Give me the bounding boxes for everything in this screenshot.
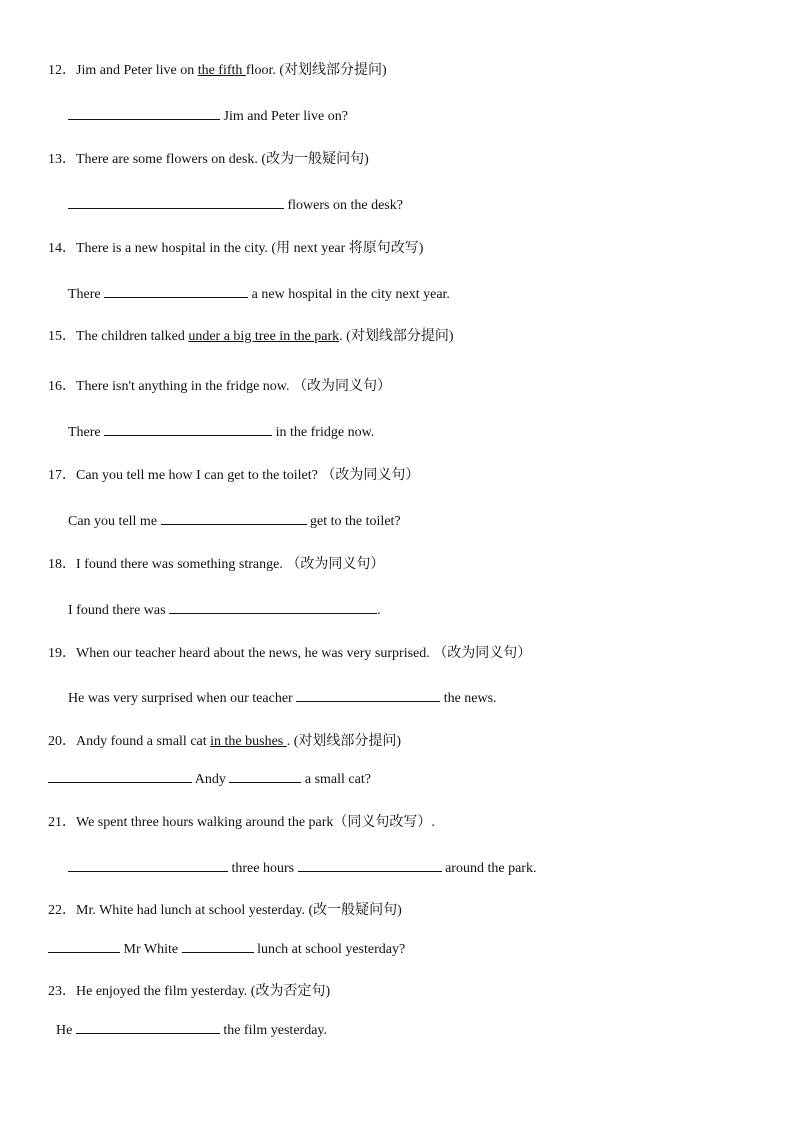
question-18 <box>48 556 384 574</box>
question-text: The children talked <box>76 329 189 344</box>
question-text: There are some flowers on desk. (改为一般疑问句) <box>76 152 369 167</box>
answer-text: lunch at school yesterday? <box>257 942 406 957</box>
answer-blank[interactable] <box>161 511 307 525</box>
underlined-part: the fifth <box>197 63 246 78</box>
answer-blank[interactable] <box>104 284 248 298</box>
answer-text: a new hospital in the city next year. <box>251 287 450 302</box>
question-text: Jim and Peter live on <box>76 63 198 78</box>
answer-21 <box>68 858 536 878</box>
question-number: 21． <box>48 815 76 830</box>
question-number: 14． <box>48 241 76 256</box>
answer-text-mid: three hours <box>231 861 295 876</box>
answer-16 <box>68 422 374 442</box>
question-text: Mr. White had lunch at school yesterday. (改一般疑问句) <box>76 903 402 918</box>
answer-blank-1[interactable] <box>68 858 228 872</box>
question-22 <box>48 902 402 920</box>
question-text: I found there was something strange. （改为同义句） <box>76 557 385 572</box>
question-number: 13． <box>48 152 76 167</box>
question-text-tail: . (对划线部分提问) <box>339 329 454 344</box>
answer-23 <box>56 1020 327 1040</box>
question-number: 15． <box>48 329 76 344</box>
question-text: He enjoyed the film yesterday. (改为否定句) <box>76 984 331 999</box>
answer-text-pre: I found there was <box>68 603 166 618</box>
question-12 <box>48 62 387 80</box>
answer-12 <box>68 106 348 126</box>
question-number: 16． <box>48 379 76 394</box>
answer-text: a small cat? <box>304 772 371 787</box>
question-23 <box>48 983 330 1001</box>
question-number: 22． <box>48 903 76 918</box>
question-number: 18． <box>48 557 76 572</box>
question-17 <box>48 467 419 485</box>
answer-blank[interactable] <box>169 600 377 614</box>
question-text: Can you tell me how I can get to the toilet? （改为同义句） <box>76 468 420 483</box>
answer-blank[interactable] <box>76 1020 220 1034</box>
question-number: 17． <box>48 468 76 483</box>
question-21 <box>48 814 435 832</box>
question-number: 12． <box>48 63 76 78</box>
question-text-tail: floor. (对划线部分提问) <box>245 63 387 78</box>
answer-blank[interactable] <box>296 688 440 702</box>
question-number: 23． <box>48 984 76 999</box>
question-text: When our teacher heard about the news, he was very surprised. （改为同义句） <box>76 646 532 661</box>
answer-13 <box>68 195 403 215</box>
answer-18 <box>68 600 381 620</box>
question-text: Andy found a small cat <box>76 734 211 749</box>
answer-text: in the fridge now. <box>275 425 375 440</box>
answer-text: . <box>377 603 381 618</box>
answer-text: get to the toilet? <box>310 514 401 529</box>
question-16 <box>48 378 391 396</box>
question-text: There isn't anything in the fridge now. （改为同义句） <box>76 379 392 394</box>
question-text: There is a new hospital in the city. (用 next year 将原句改写) <box>76 241 424 256</box>
answer-text-pre: Can you tell me <box>68 514 158 529</box>
answer-17 <box>68 511 401 531</box>
answer-19 <box>68 688 497 708</box>
answer-blank-2[interactable] <box>182 939 254 953</box>
answer-text: around the park. <box>445 861 537 876</box>
answer-14 <box>68 284 450 304</box>
question-number: 19． <box>48 646 76 661</box>
answer-blank[interactable] <box>68 195 284 209</box>
answer-blank[interactable] <box>104 422 272 436</box>
answer-text-pre: There <box>68 425 101 440</box>
answer-text-pre: He <box>56 1023 73 1038</box>
question-19 <box>48 645 531 663</box>
question-13 <box>48 151 369 169</box>
answer-text: the film yesterday. <box>223 1023 327 1038</box>
answer-22 <box>48 939 405 959</box>
answer-blank-1[interactable] <box>48 939 120 953</box>
answer-text-mid: Mr White <box>123 942 179 957</box>
question-15 <box>48 328 454 346</box>
question-20 <box>48 733 401 751</box>
answer-text: Jim and Peter live on? <box>223 109 348 124</box>
answer-text-pre: He was very surprised when our teacher <box>68 691 293 706</box>
answer-blank-1[interactable] <box>48 769 192 783</box>
answer-20 <box>48 769 371 789</box>
question-14 <box>48 240 423 258</box>
answer-blank-2[interactable] <box>229 769 301 783</box>
question-text-tail: . (对划线部分提问) <box>286 734 402 749</box>
answer-text: flowers on the desk? <box>287 198 403 213</box>
answer-text-mid: Andy <box>194 772 226 787</box>
underlined-part: under a big tree in the park <box>188 329 340 344</box>
answer-blank[interactable] <box>68 106 220 120</box>
question-text: We spent three hours walking around the park（同义句改写）. <box>76 815 435 830</box>
underlined-part: in the bushes <box>210 734 287 749</box>
answer-text-pre: There <box>68 287 101 302</box>
question-number: 20． <box>48 734 76 749</box>
answer-blank-2[interactable] <box>298 858 442 872</box>
answer-text: the news. <box>443 691 497 706</box>
